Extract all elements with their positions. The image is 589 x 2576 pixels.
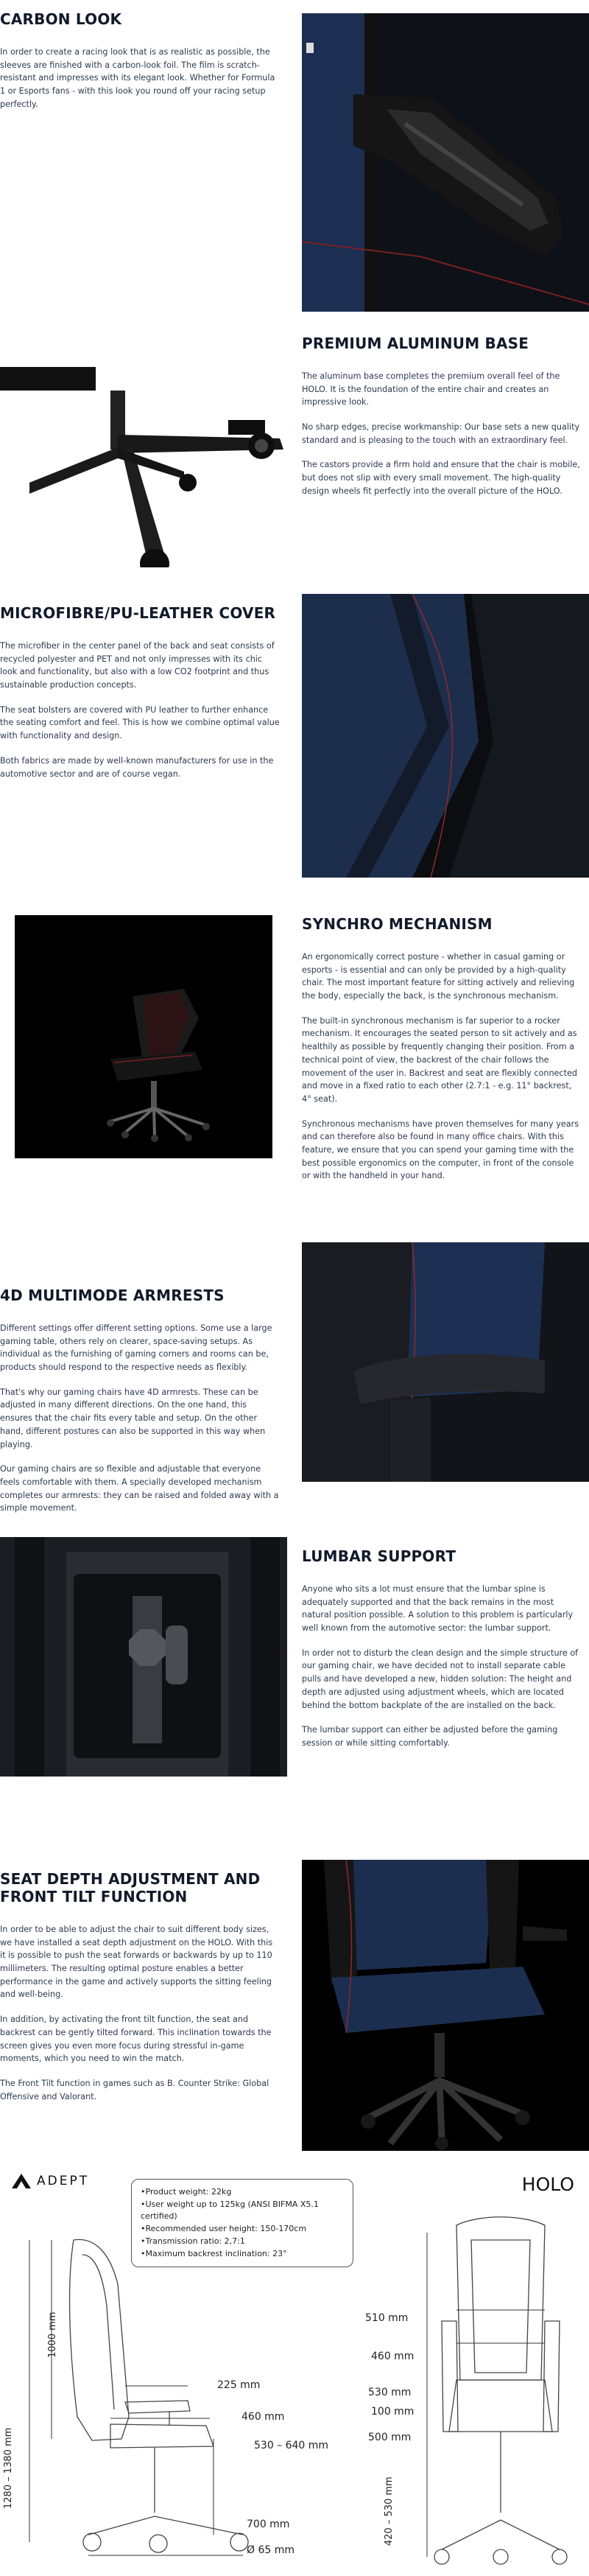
aluminum-p3: The castors provide a firm hold and ensure that the chair is mobile, but does not slip with every small movement. The high-quality design wheels fit perfectly into the overall picture of the HOLO. [302, 460, 580, 496]
lumbar-p3: The lumbar support can either be adjusted before the gaming session or while sitting comfortably. [302, 1725, 558, 1748]
dim-arm-height: 420 – 530 mm [384, 2477, 395, 2546]
microfibre-p2: The seat bolsters are covered with PU leather to further enhance the seating comfort and feel. This is how we combine optimal value with functionality and design. [0, 704, 280, 741]
dim-wheel: Ø 65 mm [247, 2544, 295, 2556]
spec-item: • Recommended user height: 150-170cm [141, 2223, 344, 2236]
seatdepth-text-block [0, 1870, 280, 2115]
section-carbon-look [0, 0, 589, 324]
dim-seat-height: 530 – 640 mm [254, 2440, 329, 2451]
synchro-p2: The built-in synchronous mechanism is far superior to a rocker mechanism. It encourages the seated person to sit actively and as healthily as possible by frequently changing their position. From a technical point of view, the backrest of the chair follows the movement of the user in. Backrest and seat are flexibly connected and move in a fixed ratio to each other (2.7:1 - e.g. 11° backrest, 4° seat). [302, 1015, 577, 1104]
dim-seat-width: 460 mm [371, 2351, 415, 2362]
armrests-p1: Different settings offer different setting options. Some use a large gaming table, others rely on clearer, space-saving setups. As individual as the furnishing of gaming corners and rooms can be, products should respond to the respective needs as flexibly. [0, 1323, 272, 1373]
armrests-image [302, 1242, 589, 1482]
brand-logo [10, 2172, 89, 2190]
section-seat-depth [0, 1860, 589, 2155]
dim-arm-offset: 100 mm [371, 2406, 415, 2418]
section-microfibre [0, 594, 589, 889]
aluminum-text-block [302, 335, 582, 510]
lumbar-title: LUMBAR SUPPORT [302, 1547, 456, 1565]
seatdepth-image [302, 1860, 589, 2151]
microfibre-text-block [0, 604, 280, 792]
dim-armrest-span: 530 mm [368, 2387, 412, 2398]
dim-back-height: 1000 mm [47, 2311, 58, 2358]
armrests-p2: That's why our gaming chairs have 4D armrests. These can be adjusted in many different directions. On the one hand, this ensures that the chair fits every table and setup. On the other hand, different postures can also be supported in this way when playing. [0, 1387, 266, 1449]
synchro-p3: Synchronous mechanisms have proven themselves for many years and can therefore also be found in many office chairs. With this feature, we ensure that you can spend your gaming time with the best possible ergonomics on the computer, in front of the console or with the handheld in your hand. [302, 1119, 579, 1181]
section-armrests [0, 1242, 589, 1522]
adept-logo-icon [10, 2172, 32, 2190]
aluminum-p2: No sharp edges, precise workmanship: Our base sets a new quality standard and is pleasing to the touch with an extraordinary feel. [302, 422, 580, 445]
section-lumbar [0, 1537, 589, 1847]
seatdepth-p1: In order to be able to adjust the chair to suit different body sizes, we have installed a seat depth adjustment on the HOLO. With this it is possible to push the seat forwards or backwards by up to 110 millimeters. The resulting optimal posture enables a better performance in the game and actively supports the sitting feeling and well-being. [0, 1925, 273, 2000]
microfibre-p1: The microfiber in the center panel of the back and seat consists of recycled polyester and PET and not only impresses with its chic look and functionality, but also with a low CO2 footprint and thus sustainable production concepts. [0, 641, 275, 690]
microfibre-title: MICROFIBRE/PU-LEATHER COVER [0, 604, 276, 622]
lumbar-p2: In order not to disturb the clean design and the simple structure of our gaming chair, we have decided not to install separate cable pulls and have developed a new, hidden solution: The height and depth are adjusted using adjustment wheels, which are located behind the bottom backplate of the are installed on the back. [302, 1648, 579, 1710]
synchro-p1: An ergonomically correct posture - whether in casual gaming or esports - is essential and can only be provided by a high-quality chair. The most important feature for sitting actively and relieving the body, especially the back, is the synchronous mechanism. [302, 952, 575, 1001]
seatdepth-p3: The Front Tilt function in games such as B. Counter Strike: Global Offensive and Valorant. [0, 2078, 269, 2101]
microfibre-image [302, 594, 589, 878]
spec-item: • User weight up to 125kg (ANSI BIFMA X5.1 certified) [141, 2199, 344, 2223]
aluminum-p1: The aluminum base completes the premium overall feel of the HOLO. It is the foundation of the entire chair and creates an impressive look. [302, 371, 560, 407]
spec-item: • Maximum backrest inclination: 23° [141, 2248, 344, 2261]
dim-base: 700 mm [247, 2519, 290, 2530]
spec-item: • Transmission ratio: 2,7:1 [141, 2236, 344, 2248]
lumbar-text-block [302, 1547, 582, 1762]
carbon-title: CARBON LOOK [0, 10, 122, 28]
spec-item: • Product weight: 22kg [141, 2186, 344, 2199]
carbon-image [302, 13, 589, 312]
armrests-p3: Our gaming chairs are so flexible and adjustable that everyone feels comfortable with them. A specially developed mechanism completes our armrests: they can be raised and folded away with a simple movement. [0, 1464, 279, 1513]
carbon-p1: In order to create a racing look that is as realistic as possible, the sleeves are finished with a carbon-look foil. The film is scratch-resistant and impresses with its elegant look. Whether for Formula 1 or Esports fans - with this look you round off your racing setup perfectly. [0, 47, 275, 109]
aluminum-image [0, 324, 287, 567]
microfibre-p3: Both fabrics are made by well-known manufacturers for use in the automotive sector and are of course vegan. [0, 755, 274, 779]
carbon-text-block [0, 10, 280, 122]
lumbar-p1: Anyone who sits a lot must ensure that the lumbar spine is adequately supported and that the back remains in the most natural position possible. A solution to this problem is particularly well known from the automotive sector: the lumbar support. [302, 1584, 574, 1634]
dim-arm-width: 225 mm [217, 2379, 261, 2391]
dim-base-width: 500 mm [368, 2432, 412, 2443]
front-view-drawing [412, 2211, 589, 2576]
section-aluminum-base [0, 324, 589, 575]
synchro-image [15, 915, 272, 1158]
synchro-title: SYNCHRO MECHANISM [302, 915, 493, 933]
armrests-text-block [0, 1287, 280, 1527]
armrests-title: 4D MULTIMODE ARMRESTS [0, 1287, 225, 1304]
dim-seat-depth: 460 mm [241, 2411, 285, 2423]
section-synchro [0, 905, 589, 1229]
synchro-text-block [302, 915, 582, 1194]
seatdepth-title: SEAT DEPTH ADJUSTMENT AND FRONT TILT FUNCTION [0, 1870, 261, 1905]
seatdepth-p2: In addition, by activating the front tilt function, the seat and backrest can be gently tilted forward. This inclination towards the screen gives you even more focus during stressful in-game moments, which you need to win the match. [0, 2015, 272, 2064]
lumbar-image [0, 1537, 287, 1777]
dim-overall-height: 1280 – 1380 mm [3, 2427, 14, 2509]
aluminum-title: PREMIUM ALUMINUM BASE [302, 335, 529, 352]
dim-back-width: 510 mm [365, 2312, 409, 2324]
model-name: HOLO [521, 2174, 574, 2195]
brand-name: ADEPT [37, 2174, 90, 2188]
